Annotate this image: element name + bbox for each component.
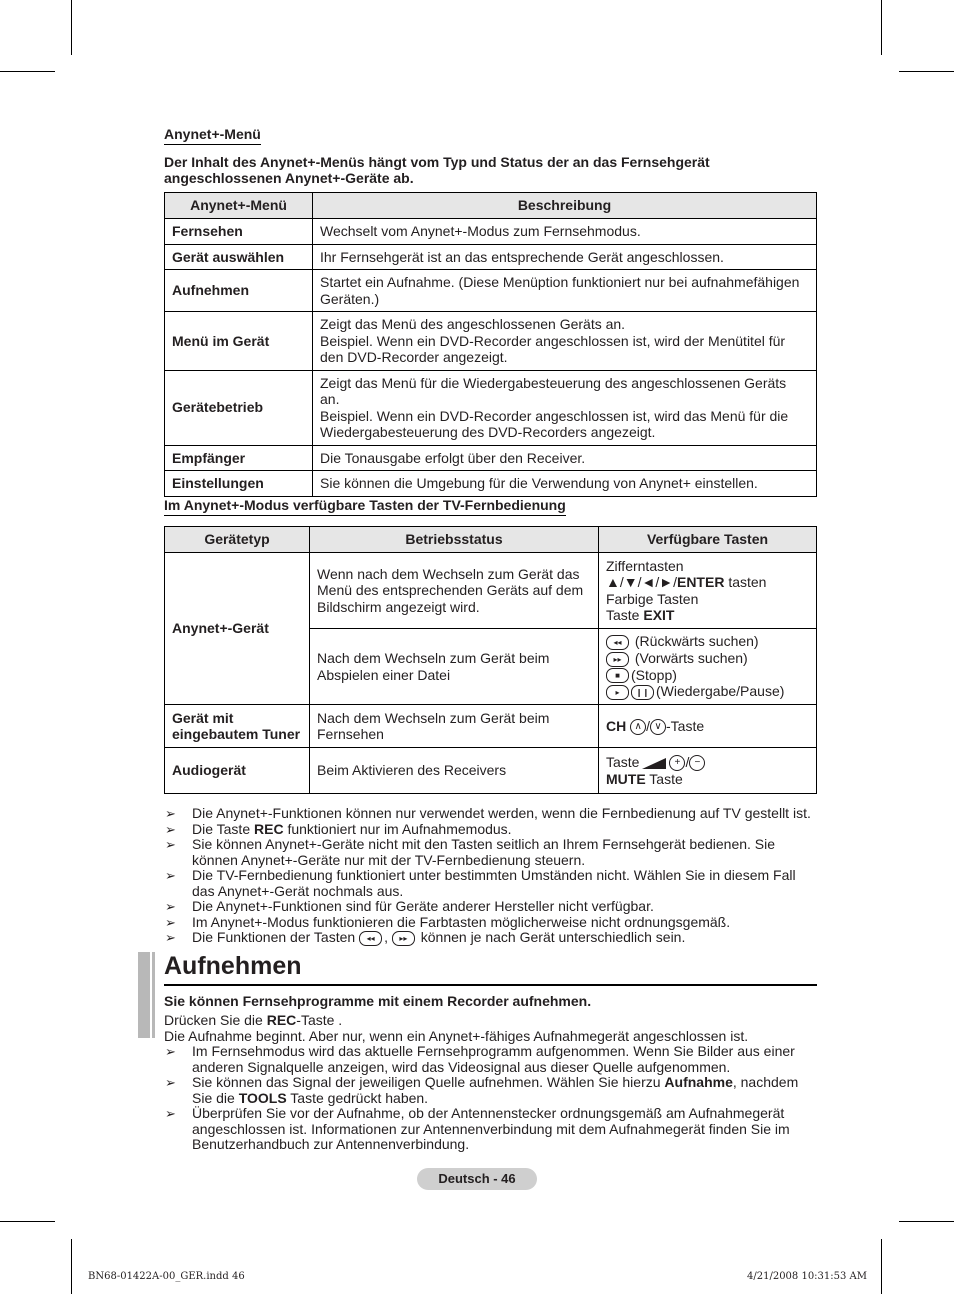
section-body	[164, 1013, 814, 1153]
menu-item: Fernsehen	[165, 219, 313, 245]
note-arrow-icon: ➢	[165, 837, 176, 852]
rewind-icon: ◂◂	[606, 635, 629, 650]
key-text: ▸ ❙❙ (Wiedergabe/Pause)	[606, 683, 809, 700]
menu-description: Ihr Fernsehgerät ist an das entsprechende Gerät angeschlossen.	[313, 244, 817, 270]
menu-item: Gerätebetrieb	[165, 370, 313, 445]
table-row	[165, 312, 817, 371]
table-row	[165, 445, 817, 471]
key-text: Zifferntasten	[606, 557, 684, 574]
key-text: Taste + / −	[606, 754, 809, 771]
remote-keys-table	[164, 526, 817, 794]
volume-icon	[642, 758, 666, 769]
note-item: ➢ Sie können Anynet+-Geräte nicht mit den Tasten seitlich an Ihrem Fernsehgerät bedienen. Sie können Anynet+-Geräte nur mit der TV-Fernbedienung steuern.	[165, 836, 776, 868]
table-row	[165, 553, 817, 629]
anynet-menu-table	[164, 192, 817, 497]
section-title-anynet-menu: Anynet+-Menü	[164, 126, 261, 145]
note-arrow-icon: ➢	[165, 899, 176, 914]
available-keys: CH ∧ / ∨ -Taste	[599, 705, 817, 748]
body-line: Die Aufnahme beginnt. Aber nur, wenn ein Anynet+-fähiges Aufnahmegerät angeschlossen ist.	[164, 1027, 749, 1044]
volume-down-icon: −	[689, 755, 705, 771]
note-item: ➢ Die Anynet+-Funktionen sind für Geräte anderer Hersteller nicht verfügbar.	[165, 898, 654, 914]
note-arrow-icon: ➢	[165, 821, 176, 837]
menu-item: Gerät auswählen	[165, 244, 313, 270]
menu-item: Aufnehmen	[165, 270, 313, 312]
note-arrow-icon: ➢	[165, 1075, 176, 1090]
operating-status: Nach dem Wechseln zum Gerät beim Abspielen einer Datei	[310, 629, 599, 705]
note-item: ➢ Die TV-Fernbedienung funktioniert unter bestimmten Umständen nicht. Wählen Sie in diesem Fall das Anynet+-Gerät nochmals aus.	[165, 867, 796, 899]
column-header: Beschreibung	[313, 193, 817, 219]
notes-list	[164, 806, 814, 930]
body-line: Drücken Sie die REC-Taste .	[164, 1012, 343, 1028]
volume-up-icon: +	[669, 755, 685, 771]
note-arrow-icon: ➢	[165, 930, 176, 945]
menu-item: Menü im Gerät	[165, 312, 313, 371]
table-row	[165, 244, 817, 270]
fast-forward-icon: ▸▸	[606, 652, 629, 667]
play-icon: ▸	[606, 685, 629, 700]
decorative-bar	[138, 952, 150, 1038]
pause-icon: ❙❙	[631, 685, 654, 700]
crop-mark	[0, 1221, 55, 1222]
table-row	[165, 370, 817, 445]
channel-down-icon: ∨	[650, 719, 666, 735]
note-item: ➢ Sie können das Signal der jeweiligen Quelle aufnehmen. Wählen Sie hierzu Aufnahme, nachdem Sie die TOOLS Taste gedrückt haben.	[165, 1074, 799, 1106]
column-header: Betriebsstatus	[310, 527, 599, 553]
date-slug: 4/21/2008 10:31:53 AM	[747, 1271, 868, 1282]
crop-mark	[881, 1239, 882, 1294]
note-arrow-icon: ➢	[165, 806, 176, 821]
key-text: ▲/▼/◄/►/ENTER tasten	[606, 574, 767, 590]
rewind-icon: ◂◂	[359, 931, 382, 946]
available-keys	[599, 553, 817, 629]
key-text: ◂◂ (Rückwärts suchen)	[606, 633, 809, 650]
notes-list	[164, 930, 814, 946]
stop-icon: ■	[606, 668, 629, 683]
note-arrow-icon: ➢	[165, 1044, 176, 1059]
channel-up-icon: ∧	[630, 719, 646, 735]
section-subtitle: Sie können Fernsehprogramme mit einem Recorder aufnehmen.	[164, 993, 592, 1009]
note-item: ➢ Die Funktionen der Tasten ◂◂ , ▸▸ können je nach Gerät unterschiedlich sein.	[165, 929, 686, 945]
decorative-bar	[152, 952, 155, 1038]
column-header: Anynet+-Menü	[165, 193, 313, 219]
file-slug: BN68-01422A-00_GER.indd 46	[88, 1271, 245, 1282]
note-item: ➢ Die Anynet+-Funktionen können nur verwendet werden, wenn die Fernbedienung auf TV gestellt ist.	[165, 805, 811, 821]
crop-mark	[881, 0, 882, 55]
menu-description: Zeigt das Menü des angeschlossenen Geräts an. Beispiel. Wenn ein DVD-Recorder angeschlossen ist, wird der Menütitel für den DVD-Recorder angezeigt.	[313, 312, 817, 371]
menu-description: Wechselt vom Anynet+-Modus zum Fernsehmodus.	[313, 219, 817, 245]
column-header: Verfügbare Tasten	[599, 527, 817, 553]
menu-item: Einstellungen	[165, 471, 313, 497]
device-type: Gerät mit eingebautem Tuner	[165, 705, 310, 748]
note-arrow-icon: ➢	[165, 914, 176, 930]
heading-aufnehmen: Aufnehmen	[164, 952, 302, 980]
note-item: ➢ Überprüfen Sie vor der Aufnahme, ob der Antennenstecker ordnungsgemäß am Aufnahmegerät angeschlossen ist. Informationen zur Antennenverbindung mit dem Aufnahmegerät finden Sie im Benutzerhandbuch zur Antennenverbindung.	[165, 1105, 790, 1152]
device-type: Audiogerät	[165, 748, 310, 794]
menu-description: Sie können die Umgebung für die Verwendung von Anynet+ einstellen.	[313, 471, 817, 497]
crop-mark	[71, 1239, 72, 1294]
key-text: Taste EXIT	[606, 607, 675, 623]
page-number: Deutsch - 46	[417, 1168, 537, 1190]
table-row	[165, 748, 817, 794]
crop-mark	[71, 0, 72, 55]
operating-status: Nach dem Wechseln zum Gerät beim Fernsehen	[310, 705, 599, 748]
menu-description: Startet ein Aufnahme. (Diese Menüption funktioniert nur bei aufnahmefähigen Geräten.)	[313, 270, 817, 312]
operating-status: Beim Aktivieren des Receivers	[310, 748, 599, 794]
crop-mark	[899, 1221, 954, 1222]
table-row	[165, 270, 817, 312]
heading-rule	[164, 984, 817, 986]
device-type: Anynet+-Gerät	[165, 553, 310, 705]
note-item: ➢ Die Taste REC funktioniert nur im Aufnahmemodus.	[165, 820, 512, 837]
key-text: Farbige Tasten	[606, 590, 699, 607]
crop-mark	[899, 71, 954, 72]
available-keys	[599, 629, 817, 705]
section-title-remote-keys: Im Anynet+-Modus verfügbare Tasten der TV-Fernbedienung	[164, 497, 566, 516]
available-keys	[599, 748, 817, 794]
key-text: MUTE Taste	[606, 771, 683, 788]
menu-item: Empfänger	[165, 445, 313, 471]
fast-forward-icon: ▸▸	[392, 931, 415, 946]
table-row	[165, 471, 817, 497]
note-arrow-icon: ➢	[165, 1106, 176, 1121]
operating-status: Wenn nach dem Wechseln zum Gerät das Menü des entsprechenden Geräts auf dem Bildschirm angezeigt wird.	[310, 553, 599, 629]
note-item: ➢ Im Anynet+-Modus funktionieren die Farbtasten möglicherweise nicht ordnungsgemäß.	[165, 913, 731, 930]
menu-description: Die Tonausgabe erfolgt über den Receiver.	[313, 445, 817, 471]
note-arrow-icon: ➢	[165, 868, 176, 883]
menu-description: Zeigt das Menü für die Wiedergabesteuerung des angeschlossenen Geräts an. Beispiel. Wenn ein DVD-Recorder angeschlossen ist, wird das Menü für die Wiedergabesteuerung des DVD-Recorders angezeigt.	[313, 370, 817, 445]
table-row	[165, 219, 817, 245]
crop-mark	[0, 71, 55, 72]
key-text: ▸▸ (Vorwärts suchen)	[606, 650, 809, 667]
section-intro: Der Inhalt des Anynet+-Menüs hängt vom Typ und Status der an das Fernsehgerät angeschlossenen Anynet+-Geräte ab.	[164, 154, 710, 186]
notes-list	[164, 1044, 814, 1153]
table-row	[165, 705, 817, 748]
column-header: Gerätetyp	[165, 527, 310, 553]
key-text: ■ (Stopp)	[606, 667, 809, 684]
note-item: ➢ Im Fernsehmodus wird das aktuelle Fernsehprogramm aufgenommen. Wenn Sie Bilder aus einer anderen Signalquelle anzeigen, wird das Videosignal aus dieser Quelle aufgenommen.	[165, 1043, 795, 1075]
